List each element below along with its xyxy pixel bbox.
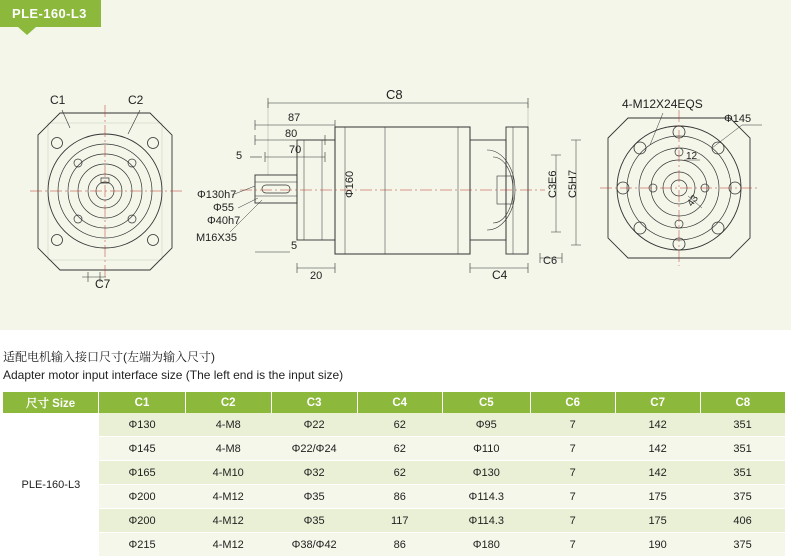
table-cell: 7 <box>530 509 615 533</box>
caption-english: Adapter motor input interface size (The left end is the input size) <box>3 368 344 382</box>
table-cell: 62 <box>357 413 442 437</box>
table-cell: Φ165 <box>99 461 186 485</box>
table-cell: 4-M10 <box>185 461 271 485</box>
table-cell: 7 <box>530 437 615 461</box>
table-row <box>3 509 785 533</box>
table-cell: 4-M12 <box>185 509 271 533</box>
table-cell: Φ130 <box>442 461 530 485</box>
table-cell: 142 <box>615 437 700 461</box>
table-cell: 7 <box>530 533 615 557</box>
table-row <box>3 413 785 437</box>
caption-chinese: 适配电机输入接口尺寸(左端为输入尺寸) <box>3 350 215 364</box>
table-cell: Φ114.3 <box>442 509 530 533</box>
col-c5: C5 <box>442 392 530 413</box>
col-c7: C7 <box>615 392 700 413</box>
dim-phi55: Φ55 <box>213 202 235 214</box>
dim-m16x35: M16X35 <box>196 232 237 244</box>
table-cell: 4-M8 <box>185 437 271 461</box>
table-cell: Φ22 <box>271 413 357 437</box>
table-row <box>3 485 785 509</box>
table-row <box>3 437 785 461</box>
col-c2: C2 <box>185 392 271 413</box>
dim-c5h7: C5H7 <box>567 169 579 198</box>
table-cell: 142 <box>615 413 700 437</box>
label-c2: C2 <box>128 93 144 107</box>
dim-c6: C6 <box>543 255 558 267</box>
dim-phi160: Φ160 <box>344 170 356 198</box>
col-c1: C1 <box>99 392 186 413</box>
table-cell: 62 <box>357 461 442 485</box>
table-cell: 351 <box>700 461 785 485</box>
table-cell: 86 <box>357 533 442 557</box>
table-cell: Φ35 <box>271 485 357 509</box>
label-c1: C1 <box>50 93 66 107</box>
table-cell: 351 <box>700 413 785 437</box>
table-cell: Φ114.3 <box>442 485 530 509</box>
col-c8: C8 <box>700 392 785 413</box>
dim-20: 20 <box>310 270 323 282</box>
specification-table <box>3 392 785 557</box>
table-cell: 142 <box>615 461 700 485</box>
table-cell: Φ180 <box>442 533 530 557</box>
model-title-tag: PLE-160-L3 <box>0 0 101 27</box>
table-cell: 4-M8 <box>185 413 271 437</box>
dim-rear-12: 12 <box>686 151 698 162</box>
table-cell: Φ145 <box>99 437 186 461</box>
table-cell: 117 <box>357 509 442 533</box>
table-cell: 175 <box>615 509 700 533</box>
table-cell: 175 <box>615 485 700 509</box>
dim-5-bottom: 5 <box>291 240 298 252</box>
table-cell: Φ22/Φ24 <box>271 437 357 461</box>
dim-phi130h7: Φ130h7 <box>197 189 237 201</box>
table-cell: 7 <box>530 461 615 485</box>
dim-rear-43: 43 <box>685 193 701 209</box>
model-name-cell: PLE-160-L3 <box>3 413 99 557</box>
table-cell: Φ35 <box>271 509 357 533</box>
table-cell: 351 <box>700 437 785 461</box>
table-cell: 4-M12 <box>185 485 271 509</box>
table-row <box>3 533 785 557</box>
table-header-row <box>3 392 785 413</box>
table-cell: Φ38/Φ42 <box>271 533 357 557</box>
dim-c4: C4 <box>492 268 508 282</box>
table-row <box>3 461 785 485</box>
col-size: 尺寸 Size <box>3 392 99 413</box>
table-cell: 86 <box>357 485 442 509</box>
dim-5-top: 5 <box>236 150 243 162</box>
table-cell: Φ110 <box>442 437 530 461</box>
table-cell: Φ130 <box>99 413 186 437</box>
table-cell: Φ200 <box>99 485 186 509</box>
col-c3: C3 <box>271 392 357 413</box>
col-c4: C4 <box>357 392 442 413</box>
table-cell: 4-M12 <box>185 533 271 557</box>
table-cell: 375 <box>700 485 785 509</box>
table-cell: 406 <box>700 509 785 533</box>
label-c7: C7 <box>95 277 111 291</box>
dim-87: 87 <box>288 112 301 124</box>
table-cell: Φ200 <box>99 509 186 533</box>
table-cell: 375 <box>700 533 785 557</box>
dim-c3e6: C3E6 <box>547 170 559 198</box>
dim-80: 80 <box>285 128 298 140</box>
table-cell: Φ95 <box>442 413 530 437</box>
label-c8: C8 <box>386 87 403 102</box>
label-bolt-spec: 4-M12X24EQS <box>622 97 703 111</box>
table-cell: 7 <box>530 413 615 437</box>
col-c6: C6 <box>530 392 615 413</box>
table-cell: 190 <box>615 533 700 557</box>
dim-phi40h7: Φ40h7 <box>207 215 241 227</box>
table-cell: 7 <box>530 485 615 509</box>
table-cell: Φ32 <box>271 461 357 485</box>
dim-70: 70 <box>289 144 302 156</box>
table-cell: Φ215 <box>99 533 186 557</box>
dim-phi145: Φ145 <box>724 113 752 125</box>
table-cell: 62 <box>357 437 442 461</box>
